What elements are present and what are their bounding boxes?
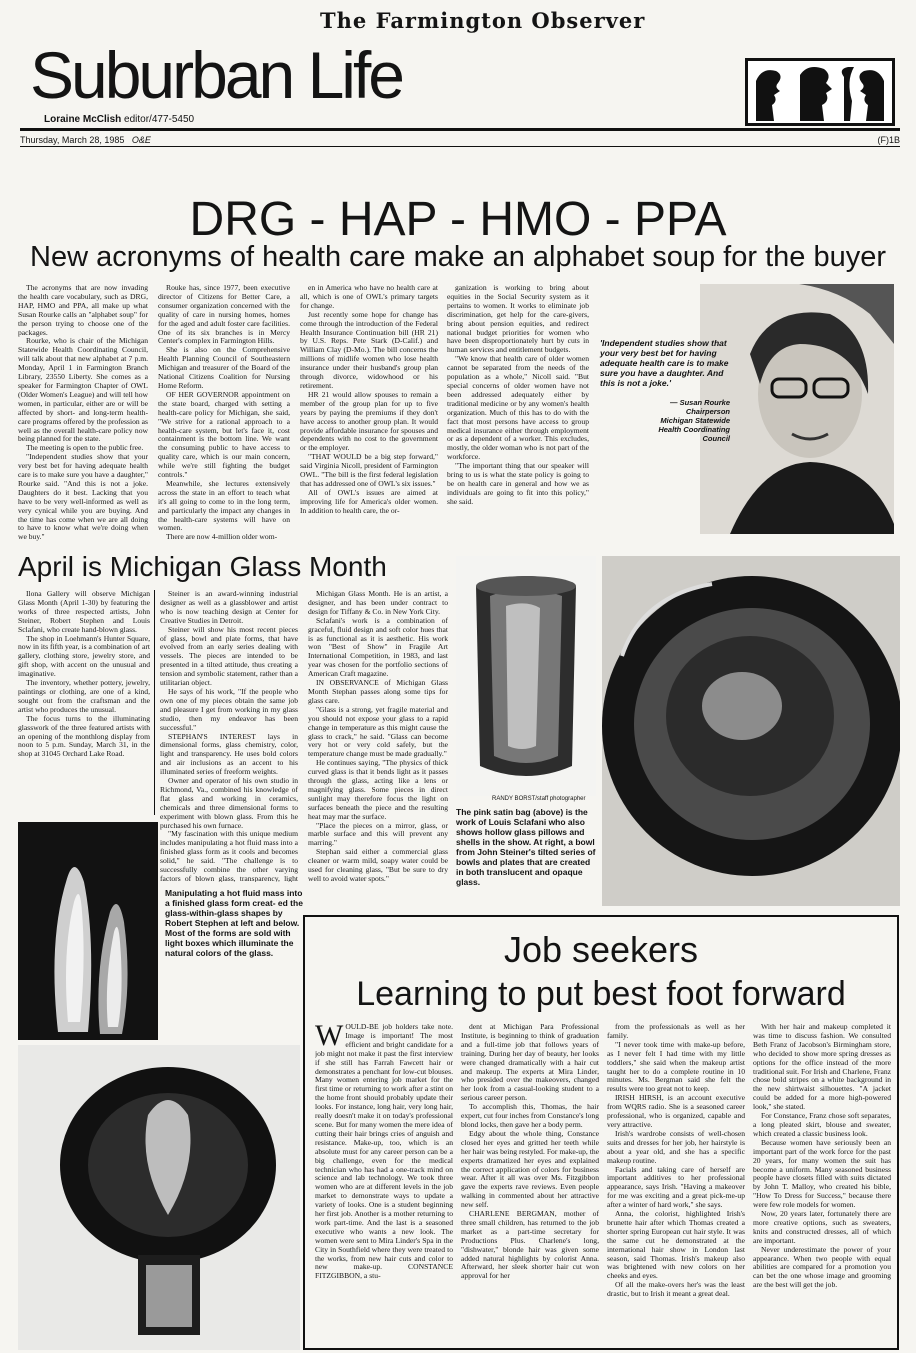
paragraph: dent at Michigan Para Professional Institute, is beginning to think of graduation and a full-time job that follows years of training. During her day of beauty, her looks were changed dramatically with a hair cut and makeup. The experts at Mira Linder, who presided over the makeovers, changed her look from a casual-looking student to a serious career person. [461,1023,599,1103]
pull-quote: 'Independent studies show that your very best bet for having adequate health care is to make sure you have a daughter. And this is not a joke.' [600,338,729,388]
paragraph: The acronyms that are now invading the health care vocabulary, such as DRG, HAP, HMO and PPA, all make up what Susan Rourke calls an "alphabet soup" for the person trying to choose one of the packages. [18,284,148,337]
paragraph: He continues saying, "The physics of thick curved glass is that it bends light as it passes through the glass, acting like a lens or magnifying glass. Some pieces in direct sunlight may therefore focus the light on surfaces beneath the piece and the resulting heat may mar the surface. [308,758,448,821]
drop-cap: W [315,1023,344,1052]
glass-column-3 [308,590,448,908]
page-number: (F)1B [877,135,900,145]
section-logo [745,58,895,126]
paragraph: To accomplish this, Thomas, the hair expert, cut four inches from Constance's long blond locks, then gave her a body perm. [461,1102,599,1129]
glass-weights-caption: Manipulating a hot fluid mass into a finished glass form creat- ed the glass-within-glass shapes by Robert Stephen at left and below. Most of the forms are sold with light boxes which illuminate the natural colors of the glass. [165,888,303,958]
quote-attribution: — Susan Rourke Chairperson Michigan Statewide Health Coordinating Council [658,398,730,443]
job-column-3 [607,1023,745,1345]
lead-column-2 [158,284,290,546]
paragraph: Steiner is an award-winning industrial designer as well as a glassblower and artist who is now teaching design at Center for Creative Studies in Detroit. [160,590,298,625]
dateline [20,135,151,145]
editor-line [44,114,194,125]
paragraph: He says of his work, "If the people who own one of my pieces obtain the same job and pleasure I get from working in my glass studio, then my endeavor has been successful." [160,686,298,732]
steiner-bowl-image [602,556,900,906]
paragraph: Because women have seriously been an important part of the work force for the past 20 years, for many women the suit has become a uniform. Many seasoned business people have closets filled with suits dictated by John T. Malloy, who created his bible, "How To Dress for Success," because there were few role models for women. [753,1137,891,1210]
lead-column-1 [18,284,148,546]
satin-bag-photo [456,556,596,796]
paragraph: CHARLENE BERGMAN, mother of three small children, has returned to the job market as a part-time secretary for Productions Plus. Charlene's long, "dishwater," blonde hair was given some added natural highlights by colorist Anna. Afterward, her sleek shorter hair cut won approval for her [461,1209,599,1281]
paragraph: HR 21 would allow spouses to remain a member of the group plan for up to five years by paying the premiums if they don't have access to another group plan. It would provide affordable insurance for spouses and dependents with no cost to the government or the employer. [300,389,438,453]
job-column-2 [461,1023,599,1345]
job-headline: Learning to put best foot forward [356,975,846,1013]
paragraph: There are now 4-million older wom- [166,532,278,542]
glass-column-2 [160,590,298,882]
lead-column-3 [300,284,438,546]
glass-column-1 [18,590,150,814]
editor-info: editor/477-5450 [124,114,195,125]
paragraph: ganization is working to bring about equities in the Social Security system as it pertains to women. It works to eliminate job discrimination, get help for the care-givers, bring about pension equities, and redirect national budget priorities for women who have been disproportionately hurt by cuts in human services and entitlement budgets. [447,284,589,355]
paragraph: "Place the pieces on a mirror, glass, or marble surface and this will prevent any marring." [308,820,448,848]
satin-bag-image [456,556,596,796]
paragraph: STEPHAN'S INTEREST lays in dimensional forms, glass chemistry, color, light and transparency. He uses bold colors and air inclusions as an accent to his illuminated series of freeform weights. [160,731,298,777]
paragraph: The meeting is open to the public free. [26,443,144,453]
paragraph: Edgy about the whole thing, Constance closed her eyes and gritted her teeth while her hair was being restyled. For make-up, the experts dramatized her eyes and explained the correct application of colors for business wear. After it all was over Ms. Fitzgibbon gave the experts rave reviews. Even people walking in commented about her attractive new self. [461,1128,599,1210]
job-kicker: Job seekers [503,929,699,970]
paragraph: Steiner will show his most recent pieces of glass, bowl and plate forms, that have evolved from an early series dealing with vessels. The pieces are intended to be presented in a tilted attitude, thus creating a tension and symbolic statement, rather than a utilitarian object. [160,624,298,688]
lead-column-4 [447,284,589,546]
paragraph: IN OBSERVANCE of Michigan Glass Month Stephan passes along some tips for glass care. [308,678,448,705]
job-column-4 [753,1023,891,1345]
paragraph: With her hair and makeup completed it was time to discuss fashion. We consulted Beth Franz of Jacobson's Birmingham store, who decided to show more spring dresses as options for the office instead of the more traditional suit. For Irish and Charlene, Franz chose bold stripes on a white background in the new shirtwaist silhouettes. "A jacket could be added for a more high-powered look," she stated. [753,1023,891,1112]
dateline-rule [20,146,900,147]
glass-weights-photo [18,822,158,1040]
paragraph: Rourke, who is chair of the Michigan Statewide Health Coordinating Council, will talk about that new alphabet at 7 p.m. Monday, April 1 in Farmington Branch Library, 23550 Liberty. She comes as a speaker for Farmington Chapter of OWL (Older Women's League) and will tell how women, in particular, either are or will be affected by short- and long-term health-care programs offered by the profession as well as the overall health-care policy now being planned for the state. [18,336,148,444]
section-title: Suburban Life [30,38,402,112]
job-column-1-text: OULD-BE job holders take note. Image is important! The most efficient and bright candidate for a job might not make it past the first interview if she still has Farrah Fawcett hair or demonstrates a penchant for low-cut blouses. Many women entering job market for the first time or returning to work after a stint on the home front should probably update their looks. For instance, long hair, very long hair, really doesn't make it on today's professional scene. But for many women the mere idea of cutting their hair brings cries of anguish and resistance. Make-up, too, which is an absolute must for any career person can be a big challenge, even for the medical technician who has had a one-track mind on science and lab technology. We took three women who are at different levels in the job market to demonstrate ways to update a variety of looks. One is a student beginning her first job. Another is a mother returning to work part-time. And the last is a seasoned executive who wants a new look. The women were sent to Mira Linder's Spa in the City in Southfield where they were treated to the works, from new hair cuts and color to new make-up. CONSTANCE FITZGIBBON, a stu- [315,1023,453,1281]
glass-weights-image [18,822,158,1040]
steiner-bowl-photo [602,556,900,906]
masthead [20,8,900,178]
lead-headline: DRG - HAP - HMO - PPA [189,193,727,246]
paragraph: "The important thing that our speaker will bring to us is what the state policy is going to be on health care in general and how we as individuals are going to fit into this policy," she said. [447,461,589,506]
satin-bag-caption: The pink satin bag (above) is the work of Louis Sclafani who also shows hollow glass pillows and shells in the show. At right, a bowl from John Steiner's tilted series of bowls and plates that are created in both translucent and opaque glass. [456,807,596,887]
paragraph: She is also on the Comprehensive Health Planning Council of Southeastern Michigan and treasurer of the Board of the National Citizens Coalition for Nursing Home Reform. [158,345,290,390]
edition-mark: O&E [131,135,151,145]
paper-name: The Farmington Observer [320,8,646,33]
paragraph: "We know that health care of older women cannot be separated from the needs of the population as a whole," Nicoll said. "But special concerns of older women have not been addressed adequately either by traditional medicine or by any women's health organization. Much of this has to do with the fact that most persons have access to group medical insurance either through employment or as a dependent of a worker. This excludes, mostly, the older woman who is not part of the workforce. [447,354,589,462]
paragraph: "Independent studies show that your very best bet for having adequate health care is to make sure you have a daughter," Rourke said. "And this is not a joke. Daughters do it best. Lacking that you have to be very well-informed as well as very cynical while you are buying. And the time has come when we are all doing to have to know what we're doing when we buy." [18,452,148,542]
paragraph: "I never took time with make-up before, as I never felt I had time with my little toddlers," she said when the makeup artist taught her to do a complete routine in 10 minutes. Ms. Bergman said she felt the results were too great not to keep. [607,1039,745,1094]
paragraph: Of all the make-overs her's was the least drastic, but to Irish it meant a great deal. [607,1280,745,1299]
paragraph: Facials and taking care of herself are important additives to her professional appearance, says Irish. "Having a makeover for me was exciting and a great pick-me-up after a winter of hard work," she says. [607,1164,745,1210]
paragraph: from the professionals as well as her family. [607,1023,745,1040]
paragraph: "Glass is a strong, yet fragile material and you should not expose your glass to a rapid change in temperature as this might cause the glass to crack," he said. "Glass can become very hot or very cold safely, but the temperature change must be made gradually." [308,704,448,759]
paragraph: IRISH HIRSH, is an account executive from WQRS radio. She is a seasoned career professional, who is organized, capable and very attractive. [607,1093,745,1129]
issue-date: Thursday, March 28, 1985 [20,135,125,145]
paragraph: Stephan said either a commercial glass cleaner or warm mild, soapy water could be used for cleaning glass, "But be sure to dry well to avoid water spots." [308,847,448,883]
paragraph: Michigan Glass Month. He is an artist, a designer, and has been under contract to design for Tiffany & Co. in New York City. [308,590,448,616]
paragraph: Anna, the colorist, highlighted Irish's brunette hair after which Thomas created a shorter spring European cut hair style. It was the same cut he demonstrated at the international hair show in London last season, said Thomas. Irish's makeup also was brightened with new colors on her cheeks and eyes. [607,1209,745,1281]
paragraph: Now, 20 years later, fortunately there are more creative options, such as sweaters, knits and constructed dresses, all of which are important. [753,1209,891,1245]
paragraph: Sclafani's work is a combination of graceful, fluid design and soft color hues that is as functional as it is aesthetic. His work won "Best of Show" in Fragile Art International Competition, in 1983, and last year was chosen for the portfolio sections of American Craft magazine. [308,615,448,679]
paragraph: Meanwhile, she lectures extensively across the state in an effort to teach what it's all going to come to in the long term, and particularly the impact any changes in the health-care systems will have on women. [158,478,290,533]
paragraph: Rouke has, since 1977, been executive director of Citizens for Better Care, a consumer organization concerned with the quality of care in nursing homes, homes for the aged and adult foster care facilities. One of its six branches is in Mercy Center's complex in Farmington Hills. [158,284,290,346]
paragraph: "My fascination with this unique medium includes manipulating a hot fluid mass into a finished glass form as it cools and becomes solid," he said. "The challenge is to successfully combine the other varying factors of blown glass, transparency, light [160,829,298,882]
masthead-rule [20,128,900,131]
job-seekers-box [303,915,899,1350]
glass-orb-photo [18,1045,300,1350]
job-column-1 [315,1023,453,1345]
photo-credit: RANDY BORST/staff photographer [492,796,586,802]
glass-headline: April is Michigan Glass Month [18,551,387,582]
paragraph: All of OWL's issues are aimed at improving life for America's older women. In addition to health care, the or- [300,487,438,515]
column-divider [154,590,155,815]
paragraph: "THAT WOULD be a big step forward," said Virginia Nicoll, president of Farmington OWL. "The bill is the first federal legislation that has addressed one of OWL's six issues." [300,452,438,488]
paragraph: The inventory, whether pottery, jewelry, paintings or clothing, are one of a kind, sought out from the craftsman and the artist who produces the unusual. [18,678,150,714]
editor-name: Loraine McClish [44,114,122,125]
paragraph: The focus turns to the illuminating glasswork of the three featured artists with an opening of the monthlong display from noon to 5 p.m. Sunday, March 31, in the shop at 31045 Orchard Lake Road. [18,713,150,759]
paragraph: Just recently some hope for change has come through the introduction of the Federal Health Insurance Continuation bill (HR 21) by U.S. Reps. Pete Stark (D-Calif.) and William Clay (D-Mo.). The bill concerns the millions of midlife women who lose health insurance under their husband's group plan through divorce, widowhood or his retirement. [300,309,438,390]
paragraph: For Constance, Franz chose soft separates, a long pleated skirt, blouse and sweater, which created a classic business look. [753,1111,891,1138]
faces-logo-icon [748,61,892,123]
paragraph: Ilona Gallery will observe Michigan Glass Month (April 1-30) by featuring the works of three respected artists, John Steiner, Robert Stephen and Louis Sclafani, who create hand-blown glass. [18,590,150,634]
paragraph: Owner and operator of his own studio in Richmond, Va., combined his knowledge of flat glass and working in ceramics, chemicals and three dimensional forms to experiment with blown glass. From this he purchased his own furnace. [160,776,298,830]
glass-orb-image [18,1045,300,1350]
paragraph: OF HER GOVERNOR appointment on the state board, charged with setting a health-care policy for Michigan, she said, "We strive for a rational approach to a health-care system, but let's face it, cost containment is the bottom line. We want the consuming public to have access to quality care, which is our main concern, while we're still fighting the budget controls." [158,389,290,480]
paragraph: en in America who have no health care at all, which is one of OWL's primary targets for change. [300,284,438,310]
lead-subhead: New acronyms of health care make an alphabet soup for the buyer [30,241,886,273]
paragraph: Irish's wardrobe consists of well-chosen suits and dresses for her job, her hairstyle is about a year old, and she has a specific makeup routine. [607,1128,745,1165]
paragraph: The shop in Loehmann's Hunter Square, now in its fifth year, is a combination of art gallery, clothing store, jewelry store, and gift shop, with accent on the unusual and imaginative. [18,633,150,679]
paragraph: Never underestimate the power of your appearance. When two people with equal abilities are compared for a promotion you can bet the one whose image and grooming are the best will get the job. [753,1244,891,1290]
